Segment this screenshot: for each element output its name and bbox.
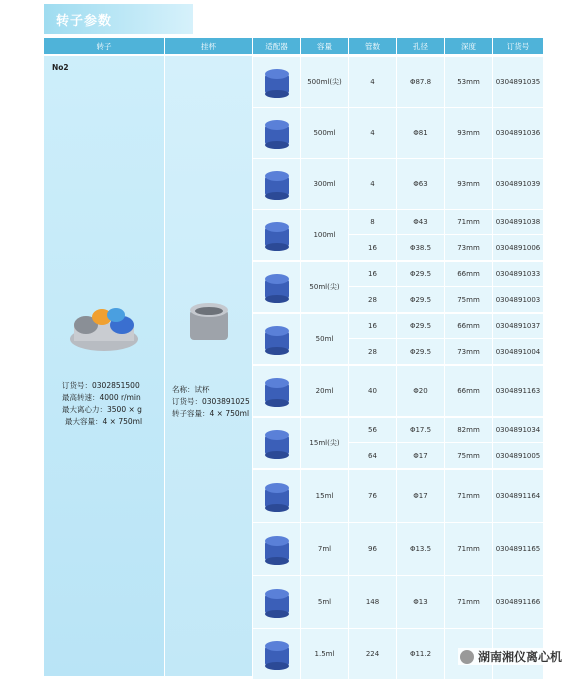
order-cell: 0304891038 [493, 210, 543, 234]
tubes-cell: 4 [349, 57, 396, 107]
adapter-image [259, 66, 295, 98]
hole-cell: Φ63 [397, 159, 444, 209]
cup-image [186, 300, 232, 346]
capacity-cell: 5ml [301, 576, 348, 628]
order-cell: 0304891164 [493, 470, 543, 522]
wechat-icon [460, 650, 474, 664]
depth-cell: 82mm [445, 418, 492, 442]
header-adapter: 适配器 [253, 38, 300, 54]
adapter-image [259, 219, 295, 251]
rotor-name: No2 [52, 63, 69, 72]
order-cell: 0304891035 [493, 57, 543, 107]
depth-cell: 71mm [445, 470, 492, 522]
header-hole: 孔径 [397, 38, 444, 54]
capacity-cell: 500ml [301, 108, 348, 158]
rotor-column [44, 56, 164, 676]
tubes-cell: 8 [349, 210, 396, 234]
adapter-image-cell [253, 418, 300, 468]
adapter-image [259, 480, 295, 512]
watermark-text: 湖南湘仪离心机 [477, 650, 562, 664]
adapter-image [259, 168, 295, 200]
capacity-cell: 50ml(尖) [301, 262, 348, 312]
hole-cell: Φ17 [397, 443, 444, 468]
hole-cell: Φ43 [397, 210, 444, 234]
capacity-cell: 15ml [301, 470, 348, 522]
tubes-cell: 96 [349, 523, 396, 575]
tubes-cell: 56 [349, 418, 396, 442]
adapter-image-cell [253, 108, 300, 158]
capacity-cell: 50ml [301, 314, 348, 364]
adapter-image-cell [253, 57, 300, 107]
cup-specs [172, 384, 250, 420]
hole-cell: Φ87.8 [397, 57, 444, 107]
capacity-cell: 500ml(尖) [301, 57, 348, 107]
order-cell: 0304891005 [493, 443, 543, 468]
rotor-spec-force: 最大离心力：3500 × g [62, 405, 142, 414]
header-rotor: 转子 [44, 38, 164, 54]
header-tubes: 管数 [349, 38, 396, 54]
adapter-image [259, 323, 295, 355]
tubes-cell: 224 [349, 629, 396, 679]
adapter-image-cell [253, 366, 300, 416]
adapter-image [259, 117, 295, 149]
adapter-image-cell [253, 262, 300, 312]
order-cell: 0304891165 [493, 523, 543, 575]
order-cell: 0304891037 [493, 314, 543, 338]
order-cell: 0304891039 [493, 159, 543, 209]
hole-cell: Φ20 [397, 366, 444, 416]
order-cell: 0304891003 [493, 287, 543, 312]
depth-cell: 75mm [445, 287, 492, 312]
depth-cell: 53mm [445, 57, 492, 107]
hole-cell: Φ13 [397, 576, 444, 628]
rotor-specs [62, 380, 142, 428]
rotor-image [66, 305, 142, 355]
adapter-image [259, 271, 295, 303]
watermark [458, 648, 564, 665]
adapter-image [259, 427, 295, 459]
hole-cell: Φ17.5 [397, 418, 444, 442]
order-cell: 0304891166 [493, 576, 543, 628]
depth-cell: 75mm [445, 443, 492, 468]
order-cell: 0304891004 [493, 339, 543, 364]
hole-cell: Φ29.5 [397, 262, 444, 286]
depth-cell: 71mm [445, 576, 492, 628]
adapter-image-cell [253, 576, 300, 628]
header-depth: 深度 [445, 38, 492, 54]
cup-spec-name: 名称：试杯 [172, 385, 210, 394]
header-cup: 挂杯 [165, 38, 252, 54]
hole-cell: Φ11.2 [397, 629, 444, 679]
adapter-image [259, 533, 295, 565]
capacity-cell: 20ml [301, 366, 348, 416]
tubes-cell: 16 [349, 235, 396, 260]
tubes-cell: 40 [349, 366, 396, 416]
adapter-image-cell [253, 210, 300, 260]
tubes-cell: 4 [349, 159, 396, 209]
hole-cell: Φ29.5 [397, 339, 444, 364]
capacity-cell: 15ml(尖) [301, 418, 348, 468]
cup-spec-order: 订货号：0303891025 [172, 397, 250, 406]
tubes-cell: 16 [349, 314, 396, 338]
tubes-cell: 64 [349, 443, 396, 468]
cup-spec-capacity: 转子容量：4 × 750ml [172, 409, 250, 418]
order-cell: 0304891036 [493, 108, 543, 158]
order-cell: 0304891033 [493, 262, 543, 286]
tubes-cell: 16 [349, 262, 396, 286]
capacity-cell: 1.5ml [301, 629, 348, 679]
adapter-image [259, 586, 295, 618]
depth-cell: 93mm [445, 108, 492, 158]
order-cell: 0304891006 [493, 235, 543, 260]
page-title: 转子参数 [56, 14, 113, 29]
tubes-cell: 4 [349, 108, 396, 158]
hole-cell: Φ29.5 [397, 287, 444, 312]
adapter-image-cell [253, 470, 300, 522]
rotor-spec-order: 订货号：0302851500 [62, 381, 140, 390]
adapter-image-cell [253, 523, 300, 575]
title-bar [44, 4, 193, 34]
cup-column [165, 56, 252, 676]
depth-cell: 73mm [445, 339, 492, 364]
adapter-image [259, 375, 295, 407]
order-cell: 0304891163 [493, 366, 543, 416]
capacity-cell: 300ml [301, 159, 348, 209]
adapter-image-cell [253, 314, 300, 364]
adapter-image-cell [253, 159, 300, 209]
depth-cell: 66mm [445, 314, 492, 338]
header-order: 订货号 [493, 38, 543, 54]
capacity-cell: 100ml [301, 210, 348, 260]
tubes-cell: 76 [349, 470, 396, 522]
hole-cell: Φ38.5 [397, 235, 444, 260]
hole-cell: Φ17 [397, 470, 444, 522]
depth-cell: 71mm [445, 523, 492, 575]
tubes-cell: 148 [349, 576, 396, 628]
tubes-cell: 28 [349, 339, 396, 364]
rotor-spec-capacity: 最大容量：4 × 750ml [65, 417, 143, 426]
depth-cell: 71mm [445, 210, 492, 234]
rotor-spec-speed: 最高转速：4000 r/min [62, 393, 141, 402]
depth-cell: 93mm [445, 159, 492, 209]
order-cell: 0304891034 [493, 418, 543, 442]
hole-cell: Φ29.5 [397, 314, 444, 338]
adapter-image-cell [253, 629, 300, 679]
tubes-cell: 28 [349, 287, 396, 312]
depth-cell: 66mm [445, 366, 492, 416]
capacity-cell: 7ml [301, 523, 348, 575]
hole-cell: Φ13.5 [397, 523, 444, 575]
hole-cell: Φ81 [397, 108, 444, 158]
header-capacity: 容量 [301, 38, 348, 54]
adapter-image [259, 638, 295, 670]
depth-cell: 66mm [445, 262, 492, 286]
depth-cell: 73mm [445, 235, 492, 260]
